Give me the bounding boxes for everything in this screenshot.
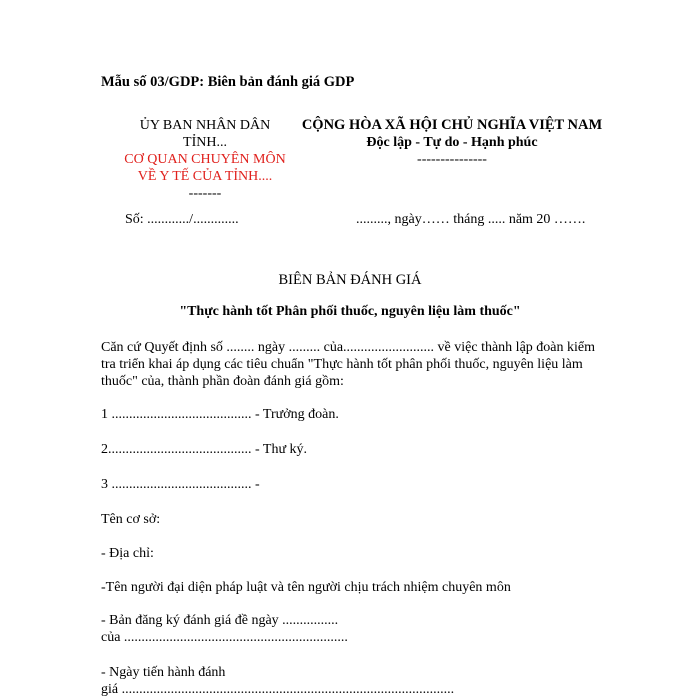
representative-field: -Tên người đại diện pháp luật và tên người chịu trách nhiệm chuyên môn — [101, 580, 511, 595]
registration-field-line-1: - Bản đăng ký đánh giá đề ngày ................ — [101, 613, 339, 628]
document-date: ........., ngày…… tháng ..... năm 20 ……. — [356, 212, 586, 227]
intro-paragraph: Căn cứ Quyết định số ........ ngày ......... của.......................... về việc thành lập đoàn kiểm tra triển khai áp dụng các tiêu chuẩn "Thực hành tốt phân phối thuốc, nguyên liệu làm thuốc" của, thành phần đoàn đánh giá gồm: — [101, 340, 595, 389]
document-title: BIÊN BẢN ĐÁNH GIÁ — [278, 272, 422, 288]
authority-line-4: VỀ Y TẾ CỦA TỈNH.... — [137, 169, 273, 184]
member-2: 2......................................... - Thư ký. — [101, 442, 308, 457]
authority-line-2: TỈNH... — [183, 135, 227, 150]
document-subtitle: "Thực hành tốt Phân phối thuốc, nguyên liệu làm thuốc" — [179, 304, 521, 319]
assessment-day-field-line-2: giá ............................................................................................... — [101, 682, 455, 697]
authority-line-1: ỦY BAN NHÂN DÂN — [139, 118, 271, 133]
document-number: Số: ............/............. — [125, 212, 239, 227]
authority-line-3: CƠ QUAN CHUYÊN MÔN — [124, 152, 286, 167]
assessment-day-field-line-1: - Ngày tiến hành đánh — [101, 665, 226, 680]
authority-divider: ------- — [188, 186, 222, 201]
address-field: - Địa chỉ: — [101, 546, 154, 561]
registration-field-line-2: của ................................................................ — [101, 630, 348, 645]
member-1: 1 ........................................ - Trưởng đoàn. — [101, 407, 339, 422]
national-motto: Độc lập - Tự do - Hạnh phúc — [366, 135, 538, 150]
national-divider: --------------- — [417, 152, 487, 167]
nation-title: CỘNG HÒA XÃ HỘI CHỦ NGHĨA VIỆT NAM — [301, 117, 603, 133]
form-title: Mẫu số 03/GDP: Biên bản đánh giá GDP — [101, 74, 355, 90]
member-3: 3 ........................................ - — [101, 477, 260, 492]
national-header — [282, 117, 622, 168]
facility-name-field: Tên cơ sở: — [101, 512, 161, 527]
